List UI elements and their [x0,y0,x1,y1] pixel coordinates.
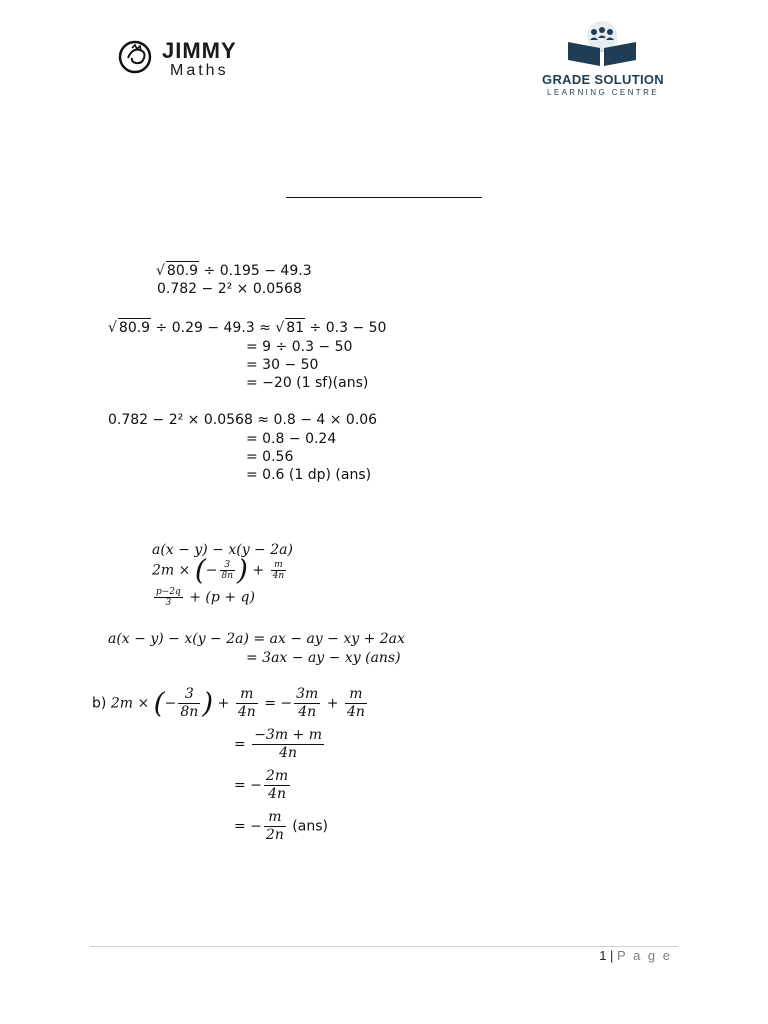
q1a-step: = 9 ÷ 0.3 − 50 [246,339,353,355]
footer-separator: | [606,948,618,963]
page-label: P a g e [617,948,672,963]
q2-expression-1: a(x − y) − x(y − 2a) [152,542,293,558]
q1-expression-2: 0.782 − 2² × 0.0568 [157,281,302,297]
open-book-icon [564,18,640,70]
logo-title: JIMMY [162,38,237,63]
q1b-step: = 0.8 − 0.24 [246,431,337,447]
grade-solution-logo [528,18,678,100]
q1a-working-line: √ 80.9 ÷ 0.29 − 49.3 ≈ √ 81 ÷ 0.3 − 50 [108,320,387,336]
q2-expression-2: 2m × (− $\frac{3}{8n}$ ) + $\frac{m}{4n}$ [152,553,285,587]
q2a-working-line: a(x − y) − x(y − 2a) = ax − ay − xy + 2ax [108,631,405,647]
q2-expression-3: $\frac{p-2q}{3}$ + (p + q) [156,587,255,608]
page-number: 1 [599,948,607,963]
part-label: b) [92,695,107,712]
logo-tagline: LEARNING CENTRE [546,88,659,97]
title-underline [286,197,482,198]
q1-expression-1: √ 80.9 ÷ 0.195 − 49.3 [156,263,312,279]
q2b-answer: = − $\frac{m}{2n}$ (ans) [234,809,328,843]
sqrt-sign: √ 80.9 [156,263,199,279]
q2a-answer: = 3ax − ay − xy (ans) [246,650,401,666]
lion-emblem-icon [118,40,152,74]
logo-subtitle: Maths [170,62,229,79]
q2b-working-line: b) 2m × (− $\frac{3}{8n}$ ) + $\frac{m}{4n}$ = − $\frac{3m}{4n}$ + $\frac{m}{4n}$ [92,686,365,720]
q1b-working-line: 0.782 − 2² × 0.0568 ≈ 0.8 − 4 × 0.06 [108,412,378,428]
q2b-step: = − $\frac{2m}{4n}$ [234,768,289,802]
q1b-answer: = 0.6 (1 dp) (ans) [246,467,372,483]
q1a-answer: = −20 (1 sf)(ans) [246,375,369,391]
page-footer [599,948,672,963]
jimmy-maths-logo [118,36,258,84]
logo-name: GRADE SOLUTION [542,72,664,87]
q1b-step: = 0.56 [246,449,294,465]
footer-divider [90,946,678,947]
q1a-step: = 30 − 50 [246,357,319,373]
q2b-step: = $\frac{-3m + m}{4n}$ [234,727,323,761]
